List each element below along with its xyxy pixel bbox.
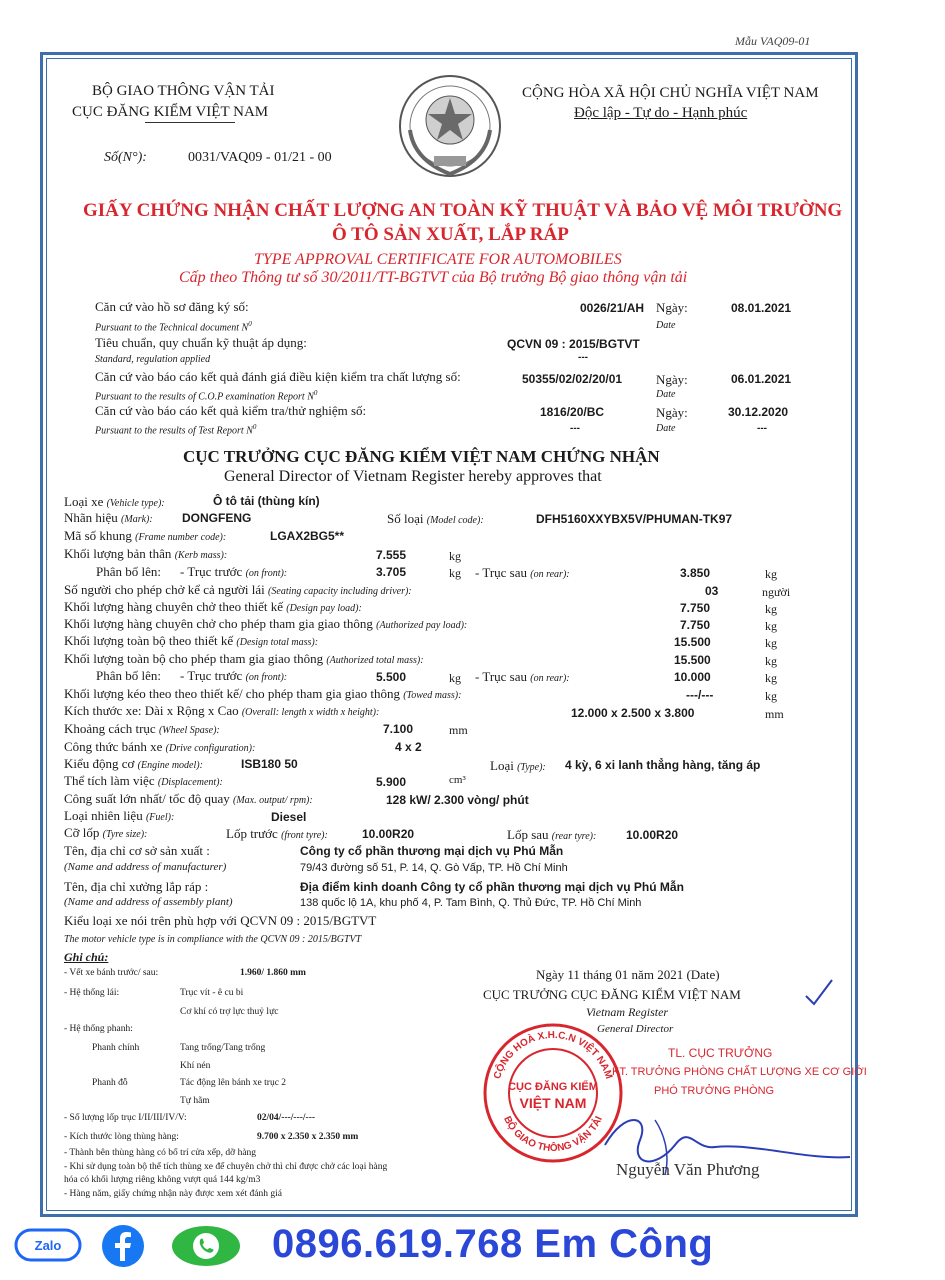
displacement: 5.900 bbox=[376, 775, 407, 789]
displacement-unit: cm³ bbox=[449, 774, 466, 786]
stamp-ring-top: CỘNG HOÀ X.H.C.N VIỆT NAM bbox=[491, 1029, 615, 1081]
steering-1: Trục vít - ê cu bi bbox=[180, 988, 244, 998]
total-unit: kg bbox=[765, 636, 777, 650]
engine-type-row: Loại (Type): bbox=[490, 758, 546, 773]
front-mass: 3.705 bbox=[376, 565, 407, 579]
tyre-rear: 10.00R20 bbox=[626, 828, 679, 842]
towed-mass: ---/--- bbox=[686, 688, 714, 702]
agency-name: CỤC ĐĂNG KIỂM VIỆT NAM bbox=[72, 104, 269, 120]
approval-en: General Director of Vietnam Register hereby approves that bbox=[224, 468, 602, 485]
note-2: - Khi sử dụng toàn bộ thể tích thùng xe để chuyên chở thì chỉ được chở các loại hàng bbox=[64, 1162, 388, 1172]
total-mass: 15.500 bbox=[674, 635, 711, 649]
rear-mass: 3.850 bbox=[680, 566, 711, 580]
ref4-date-en: Date bbox=[656, 423, 676, 434]
displacement-row: Thể tích làm việc (Displacement): bbox=[64, 773, 223, 788]
ref1-date-en: Date bbox=[656, 320, 676, 331]
power: 128 kW/ 2.300 vòng/ phút bbox=[386, 793, 529, 807]
signer-name: Nguyễn Văn Phương bbox=[616, 1160, 760, 1179]
front-row: - Trục trước (on front): bbox=[180, 564, 288, 579]
main-brake-1: Tang trống/Tang trống bbox=[180, 1043, 266, 1053]
main-brake-label: Phanh chính bbox=[92, 1043, 140, 1053]
sign-title-en2: General Director bbox=[597, 1023, 674, 1035]
manufacturer-label: Tên, địa chỉ cơ sở sản xuất : bbox=[64, 843, 210, 858]
ref2-en: Standard, regulation applied bbox=[95, 354, 211, 365]
note-3: hóa có khối lượng riêng không vượt quá 144 kg/m3 bbox=[64, 1175, 261, 1185]
towed-row: Khối lượng kéo theo theo thiết kế/ cho phép tham gia giao thông (Towed mass): bbox=[64, 686, 462, 701]
wheelbase-row: Khoảng cách trục (Wheel Spase): bbox=[64, 721, 220, 736]
zalo-icon[interactable] bbox=[14, 1227, 84, 1263]
steering-label: - Hệ thống lái: bbox=[64, 988, 120, 998]
engine-model: ISB180 50 bbox=[241, 757, 298, 771]
tyres-label: - Số lượng lốp trục I/II/III/IV/V: bbox=[64, 1113, 187, 1123]
seat-count: 03 bbox=[705, 584, 719, 598]
ref2-label: Tiêu chuẩn, quy chuẩn kỹ thuật áp dụng: bbox=[95, 335, 307, 350]
payload: 7.750 bbox=[680, 601, 711, 615]
ref4-en: Pursuant to the results of Test Report $N^0$ bbox=[95, 423, 257, 437]
park-brake-label: Phanh đỗ bbox=[92, 1078, 128, 1088]
deputy-title: PHÓ TRƯỞNG PHÒNG bbox=[654, 1085, 775, 1097]
ref3-date-label: Ngày: bbox=[656, 372, 688, 387]
frame-code: LGAX2BG5** bbox=[270, 529, 345, 543]
ref4-date-dash: --- bbox=[757, 423, 767, 434]
engine-row: Kiểu động cơ (Engine model): bbox=[64, 756, 203, 771]
auth-payload: 7.750 bbox=[680, 618, 711, 632]
auth-total-row: Khối lượng toàn bộ cho phép tham gia giao thông (Authorized total mass): bbox=[64, 651, 424, 666]
tyre-row: Cỡ lốp (Tyre size): bbox=[64, 825, 148, 840]
box-label: - Kích thước lòng thùng hàng: bbox=[64, 1132, 179, 1142]
track-value: 1.960/ 1.860 mm bbox=[240, 968, 306, 978]
model-row: Số loại (Model code): bbox=[387, 511, 484, 526]
manufacturer-address: 79/43 đường số 51, P. 14, Q. Gò Vấp, TP. Hồ Chí Minh bbox=[300, 862, 568, 874]
dist-label: Phân bố lên: bbox=[96, 564, 161, 579]
frame-row: Mã số khung (Frame number code): bbox=[64, 528, 227, 543]
ref1-date: 08.01.2021 bbox=[731, 301, 792, 315]
brake-label: - Hệ thống phanh: bbox=[64, 1024, 133, 1034]
header-underline bbox=[145, 122, 235, 123]
ref3-en: Pursuant to the results of C.O.P examination Report $N^0$ bbox=[95, 389, 318, 403]
number-value: 0031/VAQ09 - 01/21 - 00 bbox=[188, 150, 332, 165]
auth-payload-unit: kg bbox=[765, 619, 777, 633]
contact-phone: 0896.619.768 Em Công bbox=[272, 1222, 714, 1266]
compliance-en: The motor vehicle type is in compliance with the QCVN 09 : 2015/BGTVT bbox=[64, 934, 362, 945]
payload-unit: kg bbox=[765, 602, 777, 616]
drive-row: Công thức bánh xe (Drive configuration): bbox=[64, 739, 256, 754]
dim-unit: mm bbox=[765, 707, 784, 721]
fuel: Diesel bbox=[271, 810, 307, 824]
ref4-date: 30.12.2020 bbox=[728, 405, 789, 419]
ref3-value: 50355/02/02/20/01 bbox=[522, 372, 623, 386]
dept-title: KT. TRƯỞNG PHÒNG CHẤT LƯỢNG XE CƠ GIỚI bbox=[612, 1066, 867, 1078]
facebook-icon[interactable] bbox=[100, 1223, 146, 1269]
ref2-value: QCVN 09 : 2015/BGTVT bbox=[507, 337, 640, 351]
approval-vi: CỤC TRƯỞNG CỤC ĐĂNG KIỂM VIỆT NAM CHỨNG NHẬN bbox=[183, 447, 660, 466]
rear-row: - Trục sau (on rear): bbox=[475, 565, 570, 580]
model: DFH5160XXYBX5V/PHUMAN-TK97 bbox=[536, 512, 733, 526]
ref4-label: Căn cứ vào báo cáo kết quả kiểm tra/thử nghiệm số: bbox=[95, 403, 367, 418]
auth-total-unit: kg bbox=[765, 654, 777, 668]
note-1: - Thành bên thùng hàng có bố trí cửa xếp, dỡ hàng bbox=[64, 1148, 257, 1158]
vehicle-type-row: Loại xe (Vehicle type): bbox=[64, 494, 165, 509]
republic-name: CỘNG HÒA XÃ HỘI CHỦ NGHĨA VIỆT NAM bbox=[522, 85, 819, 101]
ref2-dash: --- bbox=[578, 352, 588, 363]
total-row: Khối lượng toàn bộ theo thiết kế (Design total mass): bbox=[64, 633, 319, 648]
form-code: Mẫu VAQ09-01 bbox=[735, 34, 811, 48]
stamp-center-2: VIỆT NAM bbox=[519, 1095, 587, 1111]
mark: DONGFENG bbox=[182, 511, 252, 525]
kerb-row: Khối lượng bản thân (Kerb mass): bbox=[64, 546, 228, 561]
auth-total-mass: 15.500 bbox=[674, 653, 711, 667]
phone-icon[interactable] bbox=[168, 1222, 244, 1270]
certificate-subtitle: Ô TÔ SẢN XUẤT, LẮP RÁP bbox=[332, 224, 569, 245]
sign-title-en1: Vietnam Register bbox=[586, 1005, 669, 1019]
certificate-title: GIẤY CHỨNG NHẬN CHẤT LƯỢNG AN TOÀN KỸ THUẬT VÀ BẢO VỆ MÔI TRƯỜNG bbox=[83, 200, 843, 221]
power-row: Công suất lớn nhất/ tốc độ quay (Max. output/ rpm): bbox=[64, 791, 313, 806]
certificate-title-en: TYPE APPROVAL CERTIFICATE FOR AUTOMOBILES bbox=[254, 251, 622, 268]
drive-config: 4 x 2 bbox=[395, 740, 422, 754]
towed-unit: kg bbox=[765, 689, 777, 703]
payload-row: Khối lượng hàng chuyên chở theo thiết kế (Design pay load): bbox=[64, 599, 362, 614]
rear2-row: - Trục sau (on rear): bbox=[475, 669, 570, 684]
park-brake-2: Tự hãm bbox=[180, 1096, 210, 1106]
ref4-value: 1816/20/BC bbox=[540, 405, 605, 419]
wheelbase-unit: mm bbox=[449, 723, 468, 737]
motto: Độc lập - Tự do - Hạnh phúc bbox=[574, 105, 748, 121]
seat-row: Số người cho phép chở kể cả người lái (Seating capacity including driver): bbox=[64, 582, 412, 597]
ref4-date-label: Ngày: bbox=[656, 405, 688, 420]
note-4: - Hàng năm, giấy chứng nhận này được xem xét đánh giá bbox=[64, 1189, 282, 1199]
zalo-label: Zalo bbox=[34, 1238, 62, 1253]
ref1-date-label: Ngày: bbox=[656, 300, 688, 315]
ref1-label: Căn cứ vào hồ sơ đăng ký số: bbox=[95, 299, 249, 314]
stamp-center-1: CỤC ĐĂNG KIỂM bbox=[508, 1081, 598, 1093]
steering-2: Cơ khí có trợ lực thuỷ lực bbox=[180, 1007, 279, 1017]
checkmark-signature-icon bbox=[804, 978, 834, 1006]
front2-row: - Trục trước (on front): bbox=[180, 668, 288, 683]
front2-unit: kg bbox=[449, 671, 461, 685]
vehicle-type: Ô tô tải (thùng kín) bbox=[213, 494, 320, 508]
box-value: 9.700 x 2.350 x 2.350 mm bbox=[257, 1132, 359, 1142]
plant-address: 138 quốc lộ 1A, khu phố 4, P. Tam Bình, Q. Thủ Đức, TP. Hồ Chí Minh bbox=[300, 897, 642, 909]
wheelbase: 7.100 bbox=[383, 722, 414, 736]
seat-unit: người bbox=[762, 585, 791, 599]
tyre-rear-row: Lốp sau (rear tyre): bbox=[507, 827, 597, 842]
plant-label: Tên, địa chỉ xưởng lắp ráp : bbox=[64, 879, 209, 894]
ref1-en: Pursuant to the Technical document $N^0$ bbox=[95, 320, 252, 334]
ref4-dash: --- bbox=[570, 423, 580, 434]
dimensions: 12.000 x 2.500 x 3.800 bbox=[571, 706, 695, 720]
front-unit: kg bbox=[449, 566, 461, 580]
mark-row: Nhãn hiệu (Mark): bbox=[64, 510, 153, 525]
notes-title: Ghi chú: bbox=[64, 950, 109, 964]
plant-name: Địa điểm kinh doanh Công ty cổ phần thương mại dịch vụ Phú Mẫn bbox=[300, 880, 684, 894]
front2-mass: 5.500 bbox=[376, 670, 407, 684]
ministry-name: BỘ GIAO THÔNG VẬN TẢI bbox=[92, 83, 275, 99]
ref3-date: 06.01.2021 bbox=[731, 372, 792, 386]
track-label: - Vết xe bánh trước/ sau: bbox=[64, 968, 159, 978]
ref3-date-en: Date bbox=[656, 389, 676, 400]
fuel-row: Loại nhiên liệu (Fuel): bbox=[64, 808, 175, 823]
rear2-mass: 10.000 bbox=[674, 670, 711, 684]
tyres-value: 02/04/---/---/--- bbox=[257, 1113, 316, 1123]
dim-row: Kích thước xe: Dài x Rộng x Cao (Overall: length x width x height): bbox=[64, 703, 380, 718]
tyre-front: 10.00R20 bbox=[362, 827, 415, 841]
plant-en: (Name and address of assembly plant) bbox=[64, 896, 233, 908]
certificate-basis: Cấp theo Thông tư số 30/2011/TT-BGTVT của Bộ trưởng Bộ giao thông vận tải bbox=[179, 269, 688, 286]
rear2-unit: kg bbox=[765, 671, 777, 685]
tl-title: TL. CỤC TRƯỞNG bbox=[668, 1046, 773, 1060]
compliance-vi: Kiểu loại xe nói trên phù hợp với QCVN 09 : 2015/BGTVT bbox=[64, 913, 377, 928]
manufacturer-en: (Name and address of manufacturer) bbox=[64, 861, 227, 873]
sign-date: Ngày 11 tháng 01 năm 2021 (Date) bbox=[536, 967, 720, 982]
ref3-label: Căn cứ vào báo cáo kết quả đánh giá điều kiện kiểm tra chất lượng số: bbox=[95, 369, 461, 384]
main-brake-2: Khí nén bbox=[180, 1061, 211, 1071]
ref1-value: 0026/21/AH bbox=[580, 301, 645, 315]
engine-type: 4 kỳ, 6 xi lanh thẳng hàng, tăng áp bbox=[565, 758, 761, 772]
stamp-ring-bottom: BỘ GIAO THÔNG VẬN TẢI bbox=[501, 1114, 605, 1155]
dist2-label: Phân bố lên: bbox=[96, 668, 161, 683]
kerb-unit: kg bbox=[449, 549, 461, 563]
tyre-front-row: Lốp trước (front tyre): bbox=[226, 826, 328, 841]
national-emblem-icon bbox=[394, 70, 506, 182]
park-brake-1: Tác động lên bánh xe trục 2 bbox=[180, 1078, 287, 1088]
rear-unit: kg bbox=[765, 567, 777, 581]
auth-payload-row: Khối lượng hàng chuyên chở cho phép tham gia giao thông (Authorized pay load): bbox=[64, 616, 468, 631]
number-label: Số(N°): bbox=[104, 150, 147, 165]
sign-title-vi: CỤC TRƯỞNG CỤC ĐĂNG KIỂM VIỆT NAM bbox=[483, 987, 741, 1002]
manufacturer-name: Công ty cổ phần thương mại dịch vụ Phú Mẫn bbox=[300, 844, 564, 858]
kerb-mass: 7.555 bbox=[376, 548, 407, 562]
